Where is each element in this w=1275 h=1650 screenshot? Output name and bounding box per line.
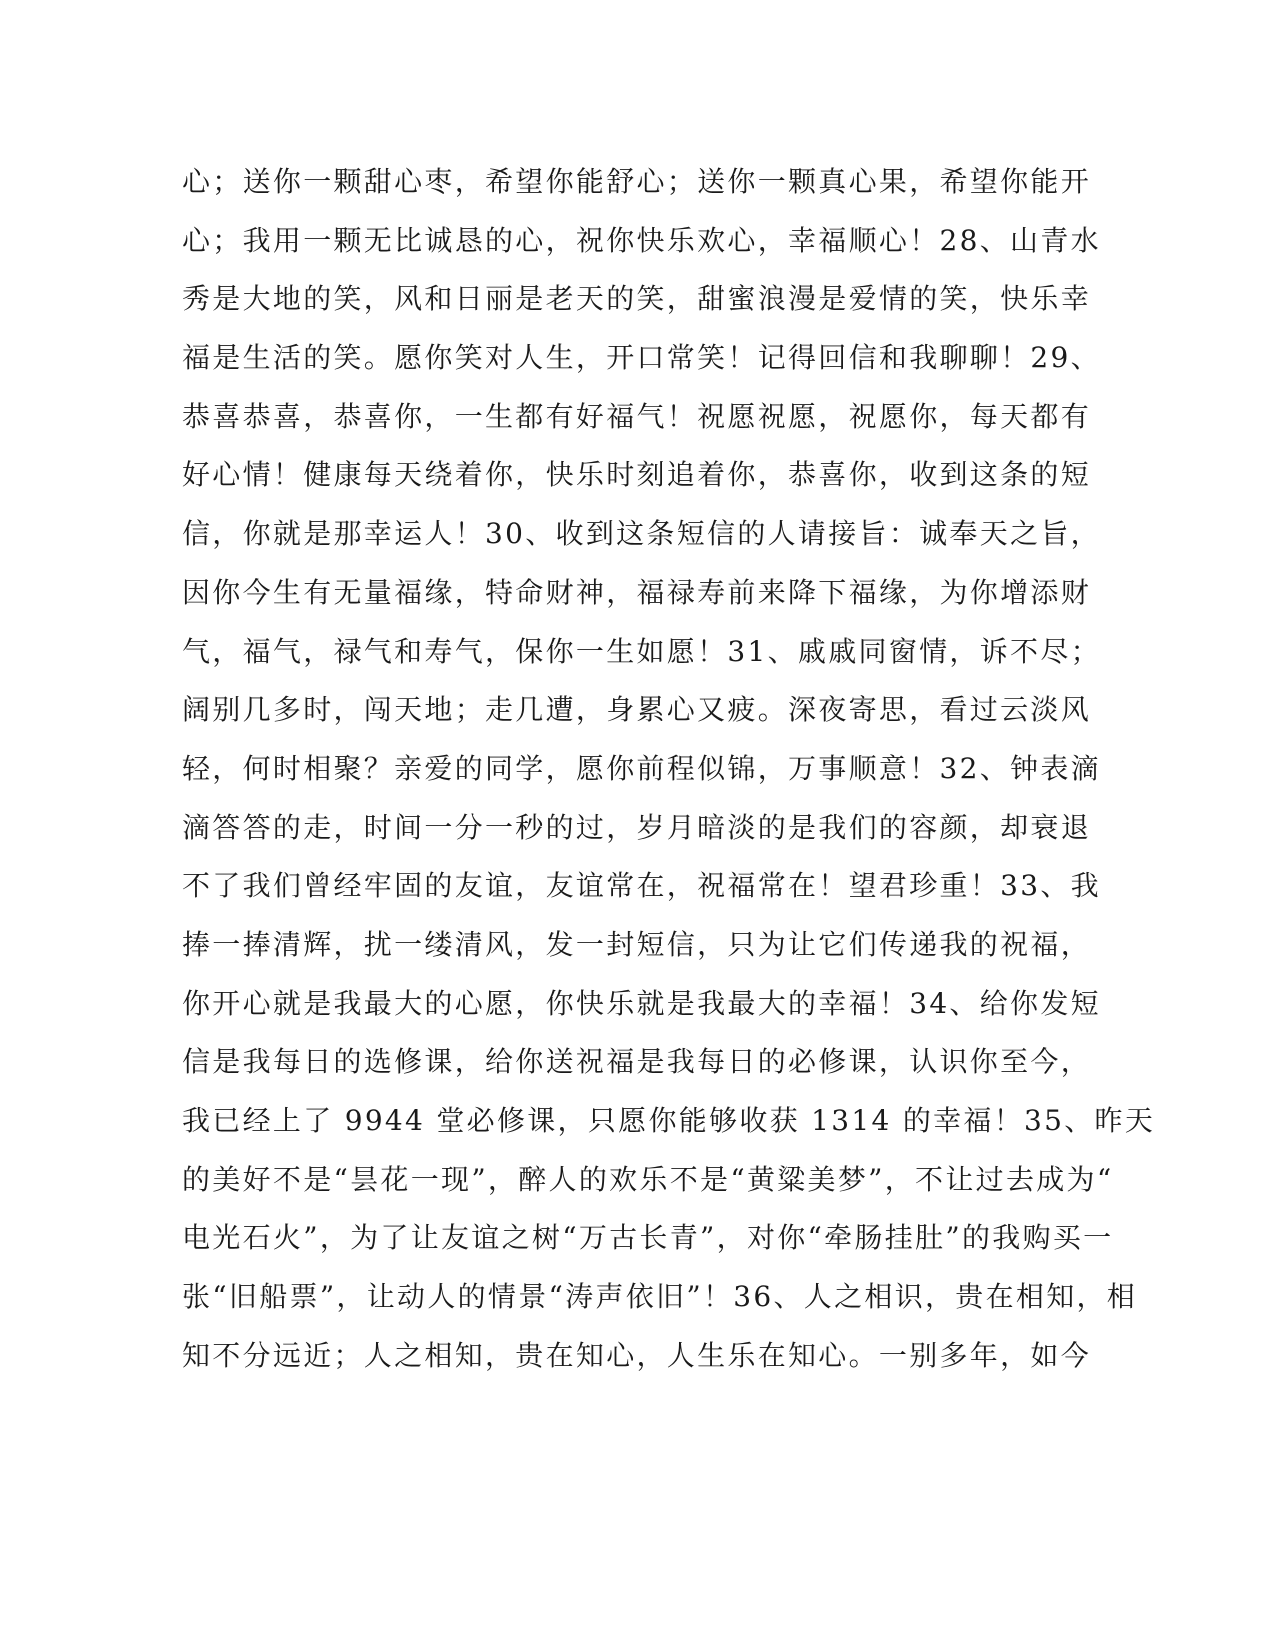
text-line: 我已经上了 9944 堂必修课，只愿你能够收获 1314 的幸福！35、昨天 [182,1104,1156,1137]
text-line: 知不分远近；人之相知，贵在知心，人生乐在知心。一别多年，如今 [182,1338,1092,1372]
text-line: 信是我每日的选修课，给你送祝福是我每日的必修课，认识你至今， [182,1045,1092,1079]
text-line: 恭喜恭喜，恭喜你，一生都有好福气！祝愿祝愿，祝愿你，每天都有 [182,399,1092,433]
text-line: 阔别几多时，闯天地；走几遭，身累心又疲。深夜寄思，看过云淡风 [182,693,1092,727]
text-line: 信，你就是那幸运人！30、收到这条短信的人请接旨：诚奉天之旨， [182,517,1101,551]
text-line: 轻，何时相聚？亲爱的同学，愿你前程似锦，万事顺意！32、钟表滴 [182,751,1101,785]
text-line: 秀是大地的笑，风和日丽是老天的笑，甜蜜浪漫是爱情的笑，快乐幸 [182,282,1092,316]
text-line: 福是生活的笑。愿你笑对人生，开口常笑！记得回信和我聊聊！29、 [182,341,1101,375]
text-line: 捧一捧清辉，扰一缕清风，发一封短信，只为让它们传递我的祝福， [182,927,1092,961]
text-line: 电光石火”，为了让友谊之树“万古长青”，对你“牵肠挂肚”的我购买一 [182,1221,1114,1255]
text-line: 张“旧船票”，让动人的情景“涛声依旧”！36、人之相识，贵在相知，相 [182,1280,1138,1314]
text-line: 好心情！健康每天绕着你，快乐时刻追着你，恭喜你，收到这条的短 [182,458,1092,492]
text-line: 滴答答的走，时间一分一秒的过，岁月暗淡的是我们的容颜，却衰退 [182,810,1092,844]
text-line: 的美好不是“昙花一现”，醉人的欢乐不是“黄粱美梦”，不让过去成为“ [182,1162,1114,1196]
body-text [182,158,1156,1390]
text-line: 你开心就是我最大的心愿，你快乐就是我最大的幸福！34、给你发短 [182,986,1101,1020]
text-line: 心；送你一颗甜心枣，希望你能舒心；送你一颗真心果，希望你能开 [182,165,1092,198]
text-line: 气，福气，禄气和寿气，保你一生如愿！31、戚戚同窗情，诉不尽； [182,634,1101,668]
text-line: 不了我们曾经牢固的友谊，友谊常在，祝福常在！望君珍重！33、我 [182,869,1101,903]
text-line: 心；我用一颗无比诚恳的心，祝你快乐欢心，幸福顺心！28、山青水 [182,223,1101,257]
text-line: 因你今生有无量福缘，特命财神，福禄寿前来降下福缘，为你增添财 [182,575,1092,609]
